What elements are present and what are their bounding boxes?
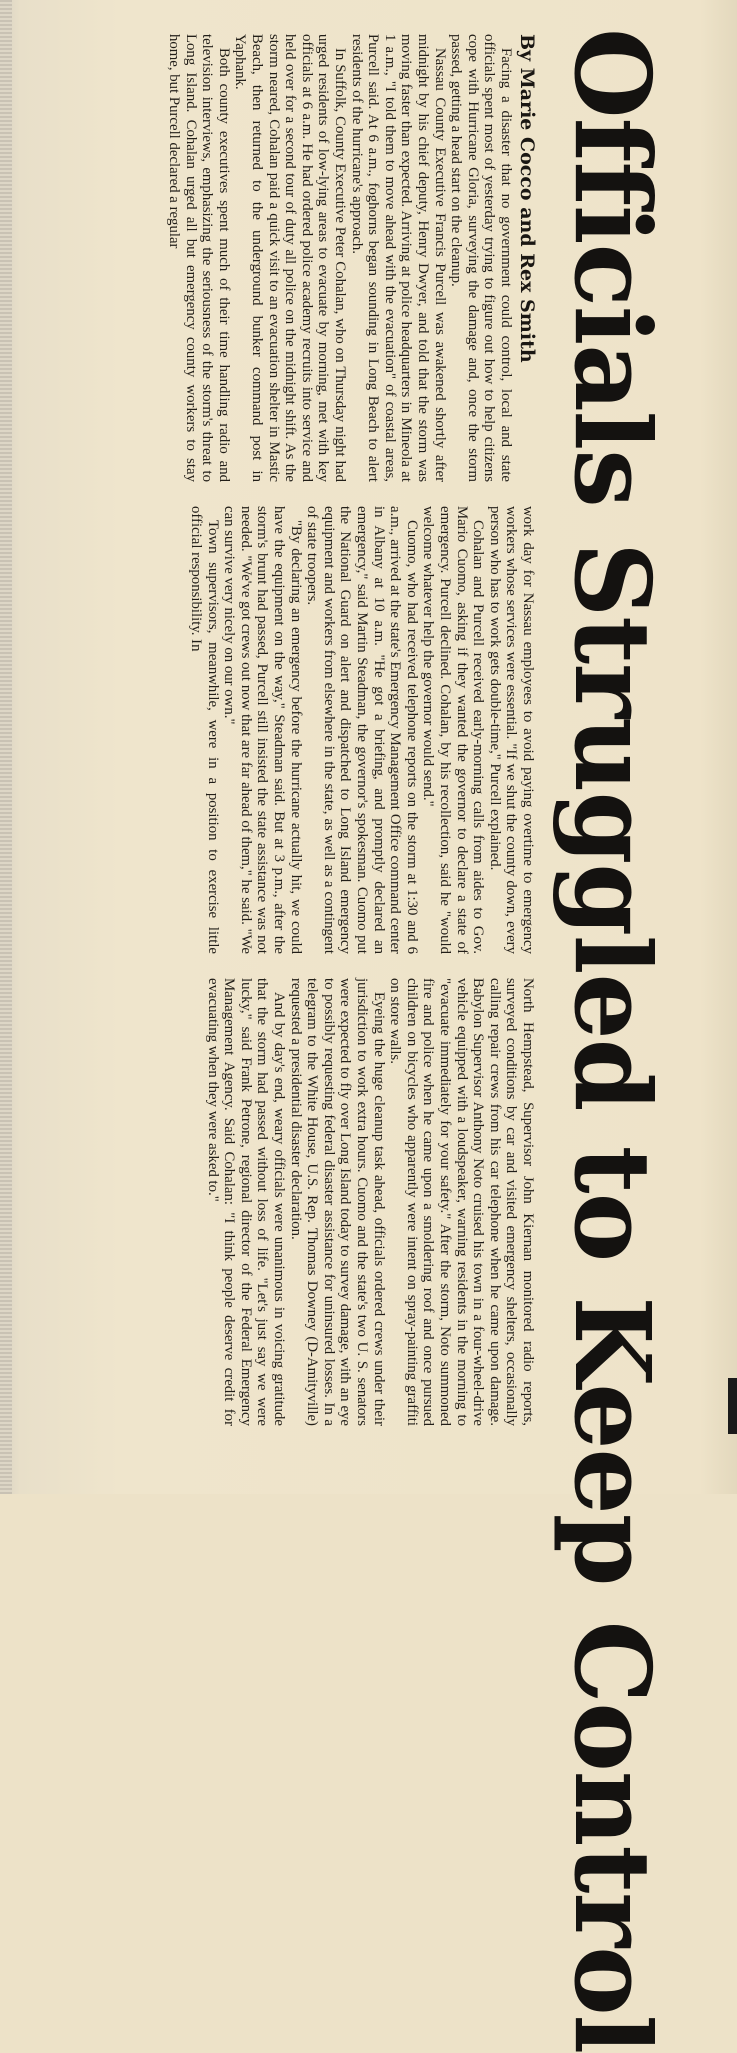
- paragraph: And by day's end, weary officials were unanimous in voicing gratitude that the storm had passed without loss of life. "Let's just say we were lucky," said Frank Petrone, regional director of the Federal Emergency Management Agency. Said Cohalan: "I think people deserve credit for evacuating when they were asked to.": [204, 978, 288, 1426]
- paragraph: "By declaring an emergency before the hurricane actually hit, we could have the equipment on the way," Steadman said. But at 3 p.m., after the storm's brunt had passed, Purcell still insisted the state assistance was not needed. "We've got crews out now that are far ahead of them," he said. "We can survive very nicely on our own.": [221, 506, 304, 954]
- paragraph: Facing a disaster that no government could control, local and state officials spent most of yesterday trying to figure out how to help citizens cope with Hurricane Gloria, surveying the damage and, once the storm passed, getting a head start on the cleanup.: [448, 34, 514, 482]
- paragraph: Town supervisors, meanwhile, were in a position to exercise little official responsibility. In: [188, 506, 221, 954]
- article-column-1: [166, 34, 514, 482]
- paragraph: work day for Nassau employees to avoid paying overtime to emergency workers whose services were essential. "If we shut the county down, every person who has to work gets double-time," Purcell explained.: [486, 506, 536, 954]
- article-rotated: [32, 20, 674, 2053]
- headline: Officials Struggled to Keep Control: [551, 28, 674, 2053]
- article-sheet: [32, 20, 674, 2053]
- paragraph: North Hempstead, Supervisor John Kiernan monitored radio reports, surveyed conditions by car and visited emergency shelters, occasionally calling repair crews from his car telephone when he came upon damage. Babylon Supervisor Anthony Noto cruised his town in a four-wheel-drive vehicle equipped with a loudspeaker, warning residents in the morning to "evacuate immediately for your safety." After the storm, Noto summoned fire and police when he came upon a smoldering roof and once pursued children on bicycles who apparently were intent on spray-painting graffiti on store walls.: [387, 978, 536, 1426]
- paragraph: Both county executives spent much of their time handling radio and television interviews, emphasizing the seriousness of the storm's threat to Long Island. Cohalan urged all but emergency county workers to stay home, but Purcell declared a regular: [166, 34, 232, 482]
- paragraph: Nassau County Executive Francis Purcell was awakened shortly after midnight by his chief deputy, Henry Dwyer, and told that the storm was moving faster than expected. Arriving at police headquarters in Mineola at 1 a.m., "I told them to move ahead with the evacuation" of coastal areas, Purcell said. At 6 a.m., foghorns began sounding in Long Beach to alert residents of the hurricane's approach.: [348, 34, 448, 482]
- byline: By Marie Cocco and Rex Smith: [516, 34, 538, 363]
- article-column-2: [188, 506, 536, 954]
- scan-binding-edge: [0, 0, 12, 1494]
- paragraph: Cohalan and Purcell received early-morning calls from aides to Gov. Mario Cuomo, asking if they wanted the governor to declare a state of emergency. Purcell declined. Cohalan, by his recollection, said he "would welcome whatever help the governor would send.": [420, 506, 487, 954]
- article-column-3: [204, 978, 536, 1426]
- paragraph: In Suffolk, County Executive Peter Cohalan, who on Thursday night had urged residents of low-lying areas to evacuate by morning, met with key officials at 6 a.m. He had ordered police academy recruits into service and held over for a second tour of duty all police on the midnight shift. As the storm neared, Cohalan paid a quick visit to an evacuation shelter in Mastic Beach, then returned to the underground bunker command post in Yaphank.: [232, 34, 349, 482]
- corner-mark: [728, 1378, 737, 1434]
- paragraph: Cuomo, who had received telephone reports on the storm at 1:30 and 6 a.m., arrived at the state's Emergency Management Office command center in Albany at 10 a.m. "He got a briefing, and promptly declared an emergency," said Martin Steadman, the governor's spokesman. Cuomo put the National Guard on alert and dispatched to Long Island emergency equipment and workers from elsewhere in the state, as well as a contingent of state troopers.: [304, 506, 420, 954]
- paragraph: Eyeing the huge cleanup task ahead, officials ordered crews under their jurisdiction to work extra hours. Cuomo and the state's two U. S. senators were expected to fly over Long Island today to survey damage, with an eye to possibly requesting federal disaster assistance for uninsured losses. In a telegram to the White House, U.S. Rep. Thomas Downey (D-Amityville) requested a presidential disaster declaration.: [287, 978, 387, 1426]
